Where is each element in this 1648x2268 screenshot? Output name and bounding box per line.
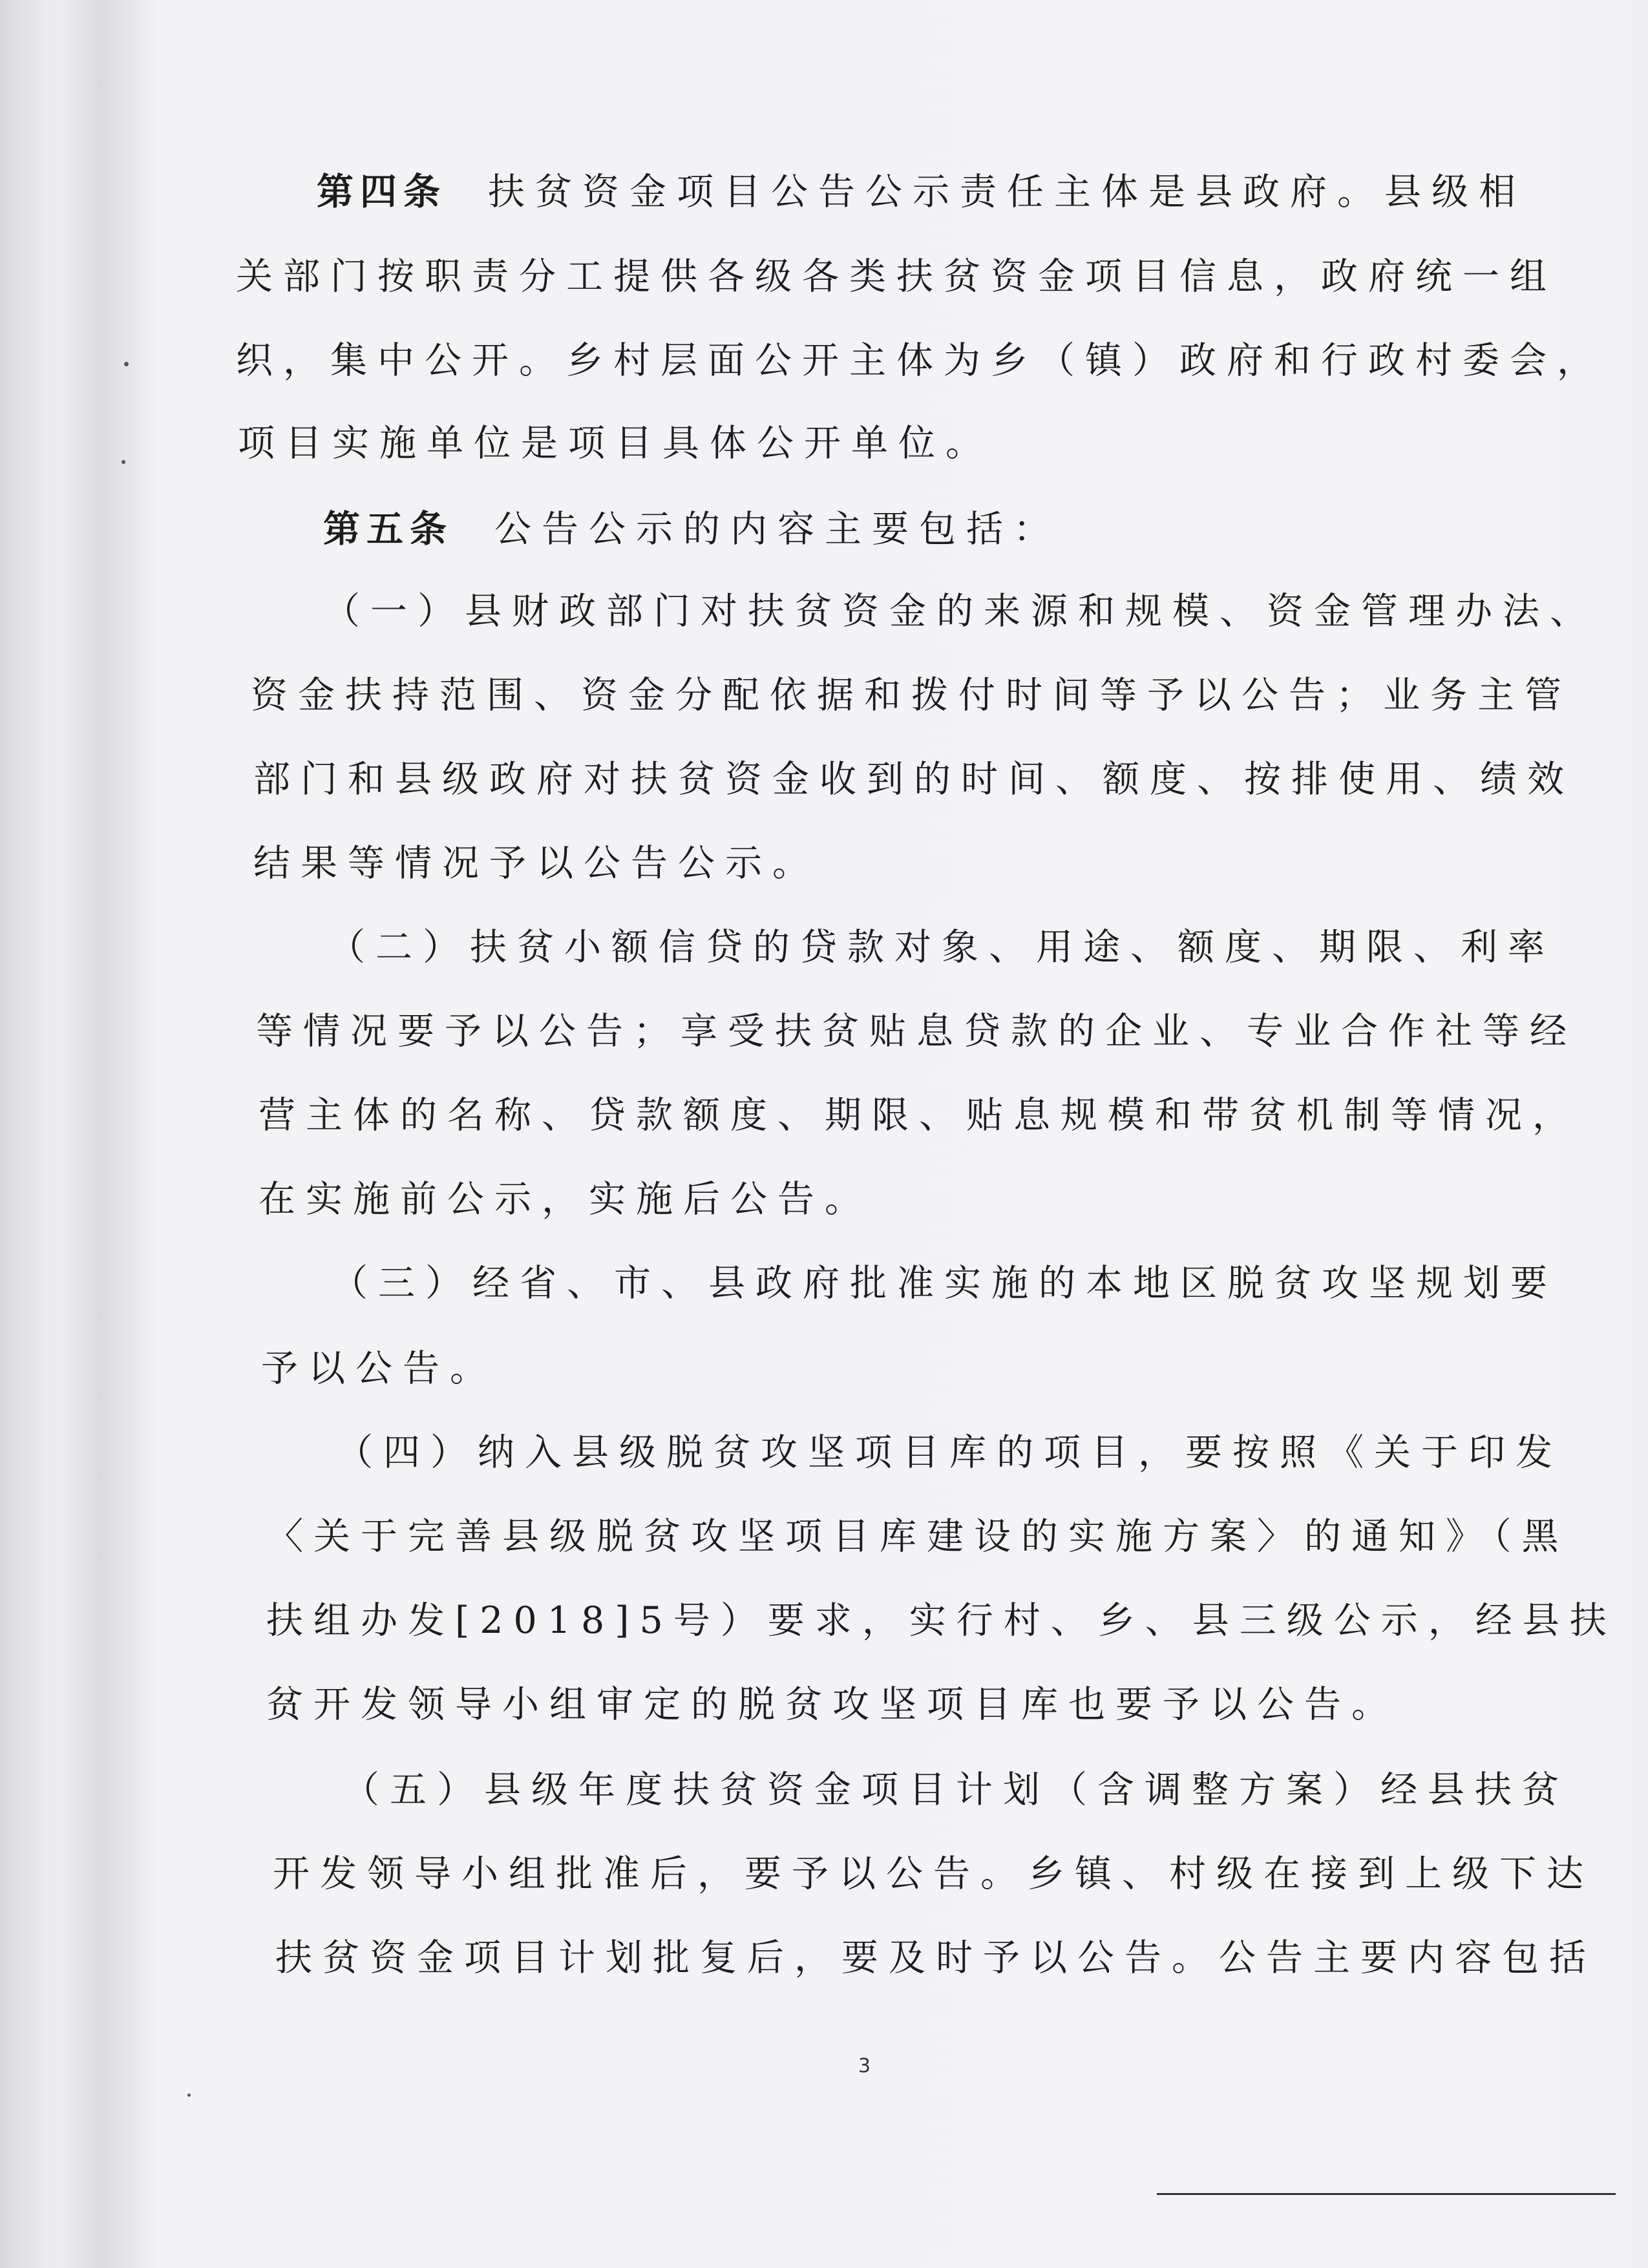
line-text: 在实施前公示，实施后公告。 xyxy=(259,1178,872,1221)
scan-binding-shadow xyxy=(61,0,158,2268)
line-text: 资金扶持范围、资金分配依据和拨付时间等予以公告；业务主管 xyxy=(251,674,1572,717)
scan-speck xyxy=(121,460,125,464)
text-line xyxy=(266,1683,1399,1726)
text-line xyxy=(323,507,1061,551)
line-text: 关部门按职责分工提供各级各类扶贫资金项目信息，政府统一组 xyxy=(236,255,1557,298)
line-text: （四）纳入县级脱贫攻坚项目库的项目，要按照《关于印发 xyxy=(336,1431,1563,1474)
line-text: 结果等情况予以公告公示。 xyxy=(253,842,819,885)
text-line xyxy=(336,1431,1563,1474)
line-text: 〈关于完善县级脱贫攻坚项目库建设的实施方案〉的通知》（黑 xyxy=(266,1515,1569,1558)
text-line xyxy=(328,926,1555,969)
line-text: 扶组办发[2018]5号）要求，实行村、乡、县三级公示，经县扶 xyxy=(266,1599,1617,1642)
text-line xyxy=(253,758,1574,801)
text-line xyxy=(331,1262,1558,1305)
text-line xyxy=(266,1515,1569,1558)
text-line xyxy=(236,339,1604,382)
line-text: 贫开发领导小组审定的脱贫攻坚项目库也要予以公告。 xyxy=(266,1683,1399,1726)
text-line xyxy=(259,1178,872,1221)
line-text: 扶贫资金项目计划批复后，要及时予以公告。公告主要内容包括 xyxy=(275,1937,1596,1979)
text-line xyxy=(253,842,819,885)
line-text: （五）县级年度扶贫资金项目计划（含调整方案）经县扶贫 xyxy=(343,1769,1569,1811)
line-text: 开发领导小组批准后，要予以公告。乡镇、村级在接到上级下达 xyxy=(273,1853,1594,1895)
article-heading: 第五条 xyxy=(323,507,453,551)
line-text: （一）县财政部门对扶贫资金的来源和规模、资金管理办法、 xyxy=(323,590,1597,633)
bottom-rule xyxy=(1157,2193,1616,2195)
text-line xyxy=(273,1853,1594,1895)
line-text: 部门和县级政府对扶贫资金收到的时间、额度、按排使用、绩效 xyxy=(253,758,1574,801)
line-text: （二）扶贫小额信贷的贷款对象、用途、额度、期限、利率 xyxy=(328,926,1555,969)
scan-speck xyxy=(124,362,129,366)
text-line xyxy=(261,1347,497,1390)
line-text: 扶贫资金项目公告公示责任主体是县政府。县级相 xyxy=(488,171,1526,213)
text-line xyxy=(238,422,993,465)
line-text: 公告公示的内容主要包括： xyxy=(494,508,1061,551)
line-text: 项目实施单位是项目具体公开单位。 xyxy=(238,422,993,465)
text-line xyxy=(259,1094,1579,1137)
text-line xyxy=(275,1937,1596,1979)
article-heading: 第四条 xyxy=(317,170,447,213)
text-line xyxy=(317,170,1526,213)
scan-speck xyxy=(187,2094,191,2097)
text-line xyxy=(236,255,1557,298)
page-number: 3 xyxy=(858,2055,871,2077)
line-text: 织，集中公开。乡村层面公开主体为乡（镇）政府和行政村委会， xyxy=(236,339,1604,382)
text-line xyxy=(343,1769,1569,1811)
line-text: 营主体的名称、贷款额度、期限、贴息规模和带贫机制等情况， xyxy=(259,1094,1579,1137)
text-line xyxy=(256,1010,1577,1053)
text-line xyxy=(266,1599,1617,1642)
text-line xyxy=(323,590,1597,633)
text-line xyxy=(251,674,1572,717)
line-text: 予以公告。 xyxy=(261,1347,497,1390)
line-text: （三）经省、市、县政府批准实施的本地区脱贫攻坚规划要 xyxy=(331,1262,1558,1305)
line-text: 等情况要予以公告；享受扶贫贴息贷款的企业、专业合作社等经 xyxy=(256,1010,1577,1053)
